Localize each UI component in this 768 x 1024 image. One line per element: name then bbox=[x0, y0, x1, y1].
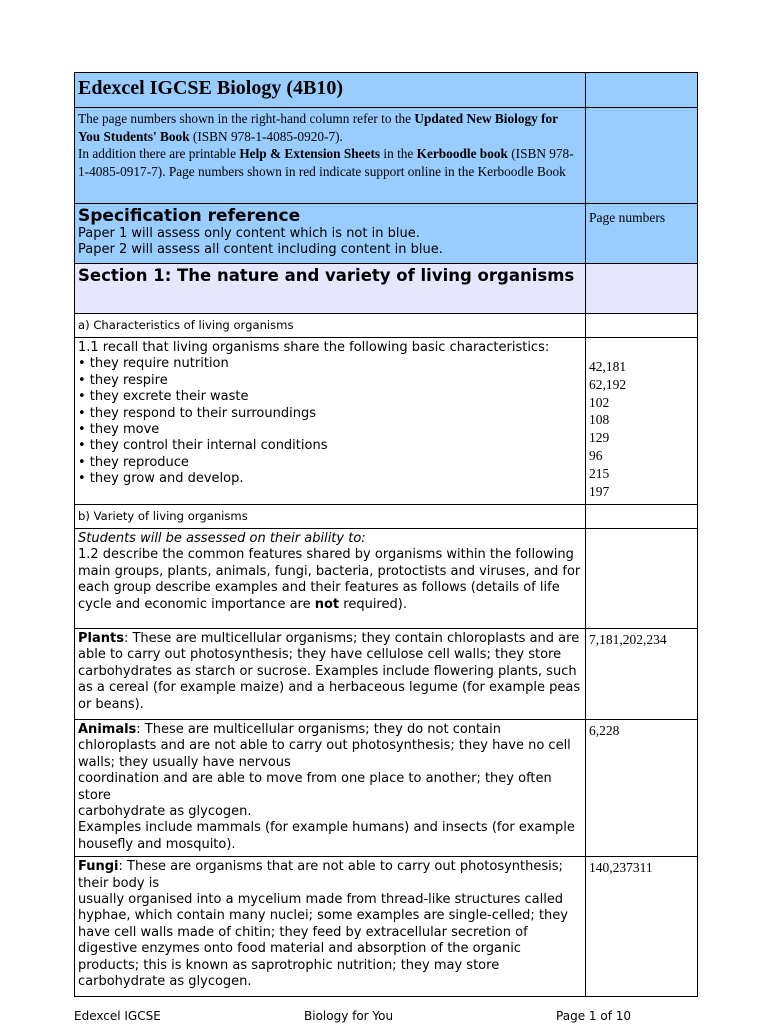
section-heading-row bbox=[75, 264, 698, 314]
list-item: • they respond to their surroundings bbox=[78, 405, 316, 421]
list-item: • they excrete their waste bbox=[78, 389, 249, 405]
list-item: • they control their internal conditions bbox=[78, 438, 328, 454]
intro-row bbox=[75, 108, 698, 204]
subsection-a-heading: a) Characteristics of living organisms bbox=[78, 318, 294, 332]
page-number: 7,181,202,234 bbox=[589, 632, 667, 647]
group-name: Fungi bbox=[78, 859, 119, 875]
spec-reference-row bbox=[75, 204, 698, 264]
list-item: • they move bbox=[78, 422, 160, 438]
assessed-note: Students will be assessed on their ability to: bbox=[78, 531, 366, 546]
page-number: 102 bbox=[589, 394, 610, 410]
title-row bbox=[75, 73, 698, 108]
page-number: 197 bbox=[589, 483, 610, 499]
list-item: • they reproduce bbox=[78, 454, 189, 470]
group-name: Plants bbox=[78, 631, 124, 646]
specification-table bbox=[74, 72, 698, 997]
group-row-fungi: Fungi: These are organisms that are not able to carry out photosynthesis; their body is usually organised into a mycelium made from thread-like structures called hyphae, which contain many nuclei; some examples are single-celled; they have cell walls made of chitin; they feed by extracellular secretion of digestive enzymes onto food material and absorption of the organic products; this is known as saprotrophic nutrition; they may store carbohydrate as glycogen. 140,237311 bbox=[75, 857, 698, 997]
subsection-a-heading-row bbox=[75, 314, 698, 338]
page-number: 62,192 bbox=[589, 376, 627, 392]
section-heading: Section 1: The nature and variety of living organisms bbox=[78, 266, 575, 285]
variety-row: Students will be assessed on their ability to: 1.2 describe the common features shared by organisms within the following main groups, plants, animals, fungi, bacteria, protoctists and viruses, and for each group describe examples and their features as follows (details of life cycle and economic importance are not required). bbox=[75, 529, 698, 629]
footer-left: Edexcel IGCSE bbox=[74, 1009, 161, 1023]
page-number: 215 bbox=[589, 465, 610, 481]
list-item: • they grow and develop. bbox=[78, 471, 244, 487]
paper1-note: Paper 1 will assess only content which is not in blue. bbox=[78, 226, 420, 241]
page-number: 129 bbox=[589, 430, 610, 446]
page-number: 108 bbox=[589, 412, 610, 428]
characteristics-row bbox=[75, 338, 698, 505]
characteristics-intro: 1.1 recall that living organisms share the following basic characteristics: bbox=[78, 340, 550, 355]
paper2-note: Paper 2 will assess all content including content in blue. bbox=[78, 242, 443, 258]
page-number: 96 bbox=[589, 447, 603, 463]
page-number: 140,237311 bbox=[589, 860, 653, 876]
page-number: 6,228 bbox=[589, 723, 620, 738]
list-item: • they require nutrition bbox=[78, 356, 229, 372]
group-row-animals: Animals: These are multicellular organisms; they do not contain chloroplasts and are not able to carry out photosynthesis; they have no cell walls; they usually have nervous coordination and are able to move from one place to another; they often store carbohydrate as glycogen. Examples include mammals (for example humans) and insects (for example housefly and mosquito). 6,228 bbox=[75, 720, 698, 857]
subsection-b-heading-row bbox=[75, 505, 698, 529]
spec-reference-heading: Specification reference bbox=[78, 206, 301, 226]
footer-page-indicator: Page 1 of 10 bbox=[556, 1009, 631, 1023]
group-name: Animals bbox=[78, 722, 137, 737]
document-title: Edexcel IGCSE Biology (4B10) bbox=[78, 77, 344, 99]
document-sheet bbox=[74, 72, 697, 997]
group-row-plants: Plants: These are multicellular organisms; they contain chloroplasts and are able to carry out photosynthesis; they have cellulose cell walls; they store carbohydrates as starch or sucrose. Examples include flowering plants, such as a cereal (for example maize) and a herbaceous legume (for example peas or beans). 7,181,202,234 bbox=[75, 629, 698, 720]
footer-center: Biology for You bbox=[304, 1009, 394, 1023]
page-number: 42,181 bbox=[589, 359, 627, 374]
list-item: • they respire bbox=[78, 372, 168, 388]
page-numbers-label: Page numbers bbox=[589, 210, 666, 225]
intro-text: The page numbers shown in the right-hand column refer to the Updated New Biology for You Students' Book (ISBN 978-1-4085-0920-7). In addition there are printable Help & Extension Sheets in the Kerboodle book (ISBN 978-1-4085-0917-7). Page numbers shown in red indicate support online in the Kerboodle Book bbox=[75, 108, 586, 204]
subsection-b-heading: b) Variety of living organisms bbox=[78, 509, 248, 523]
